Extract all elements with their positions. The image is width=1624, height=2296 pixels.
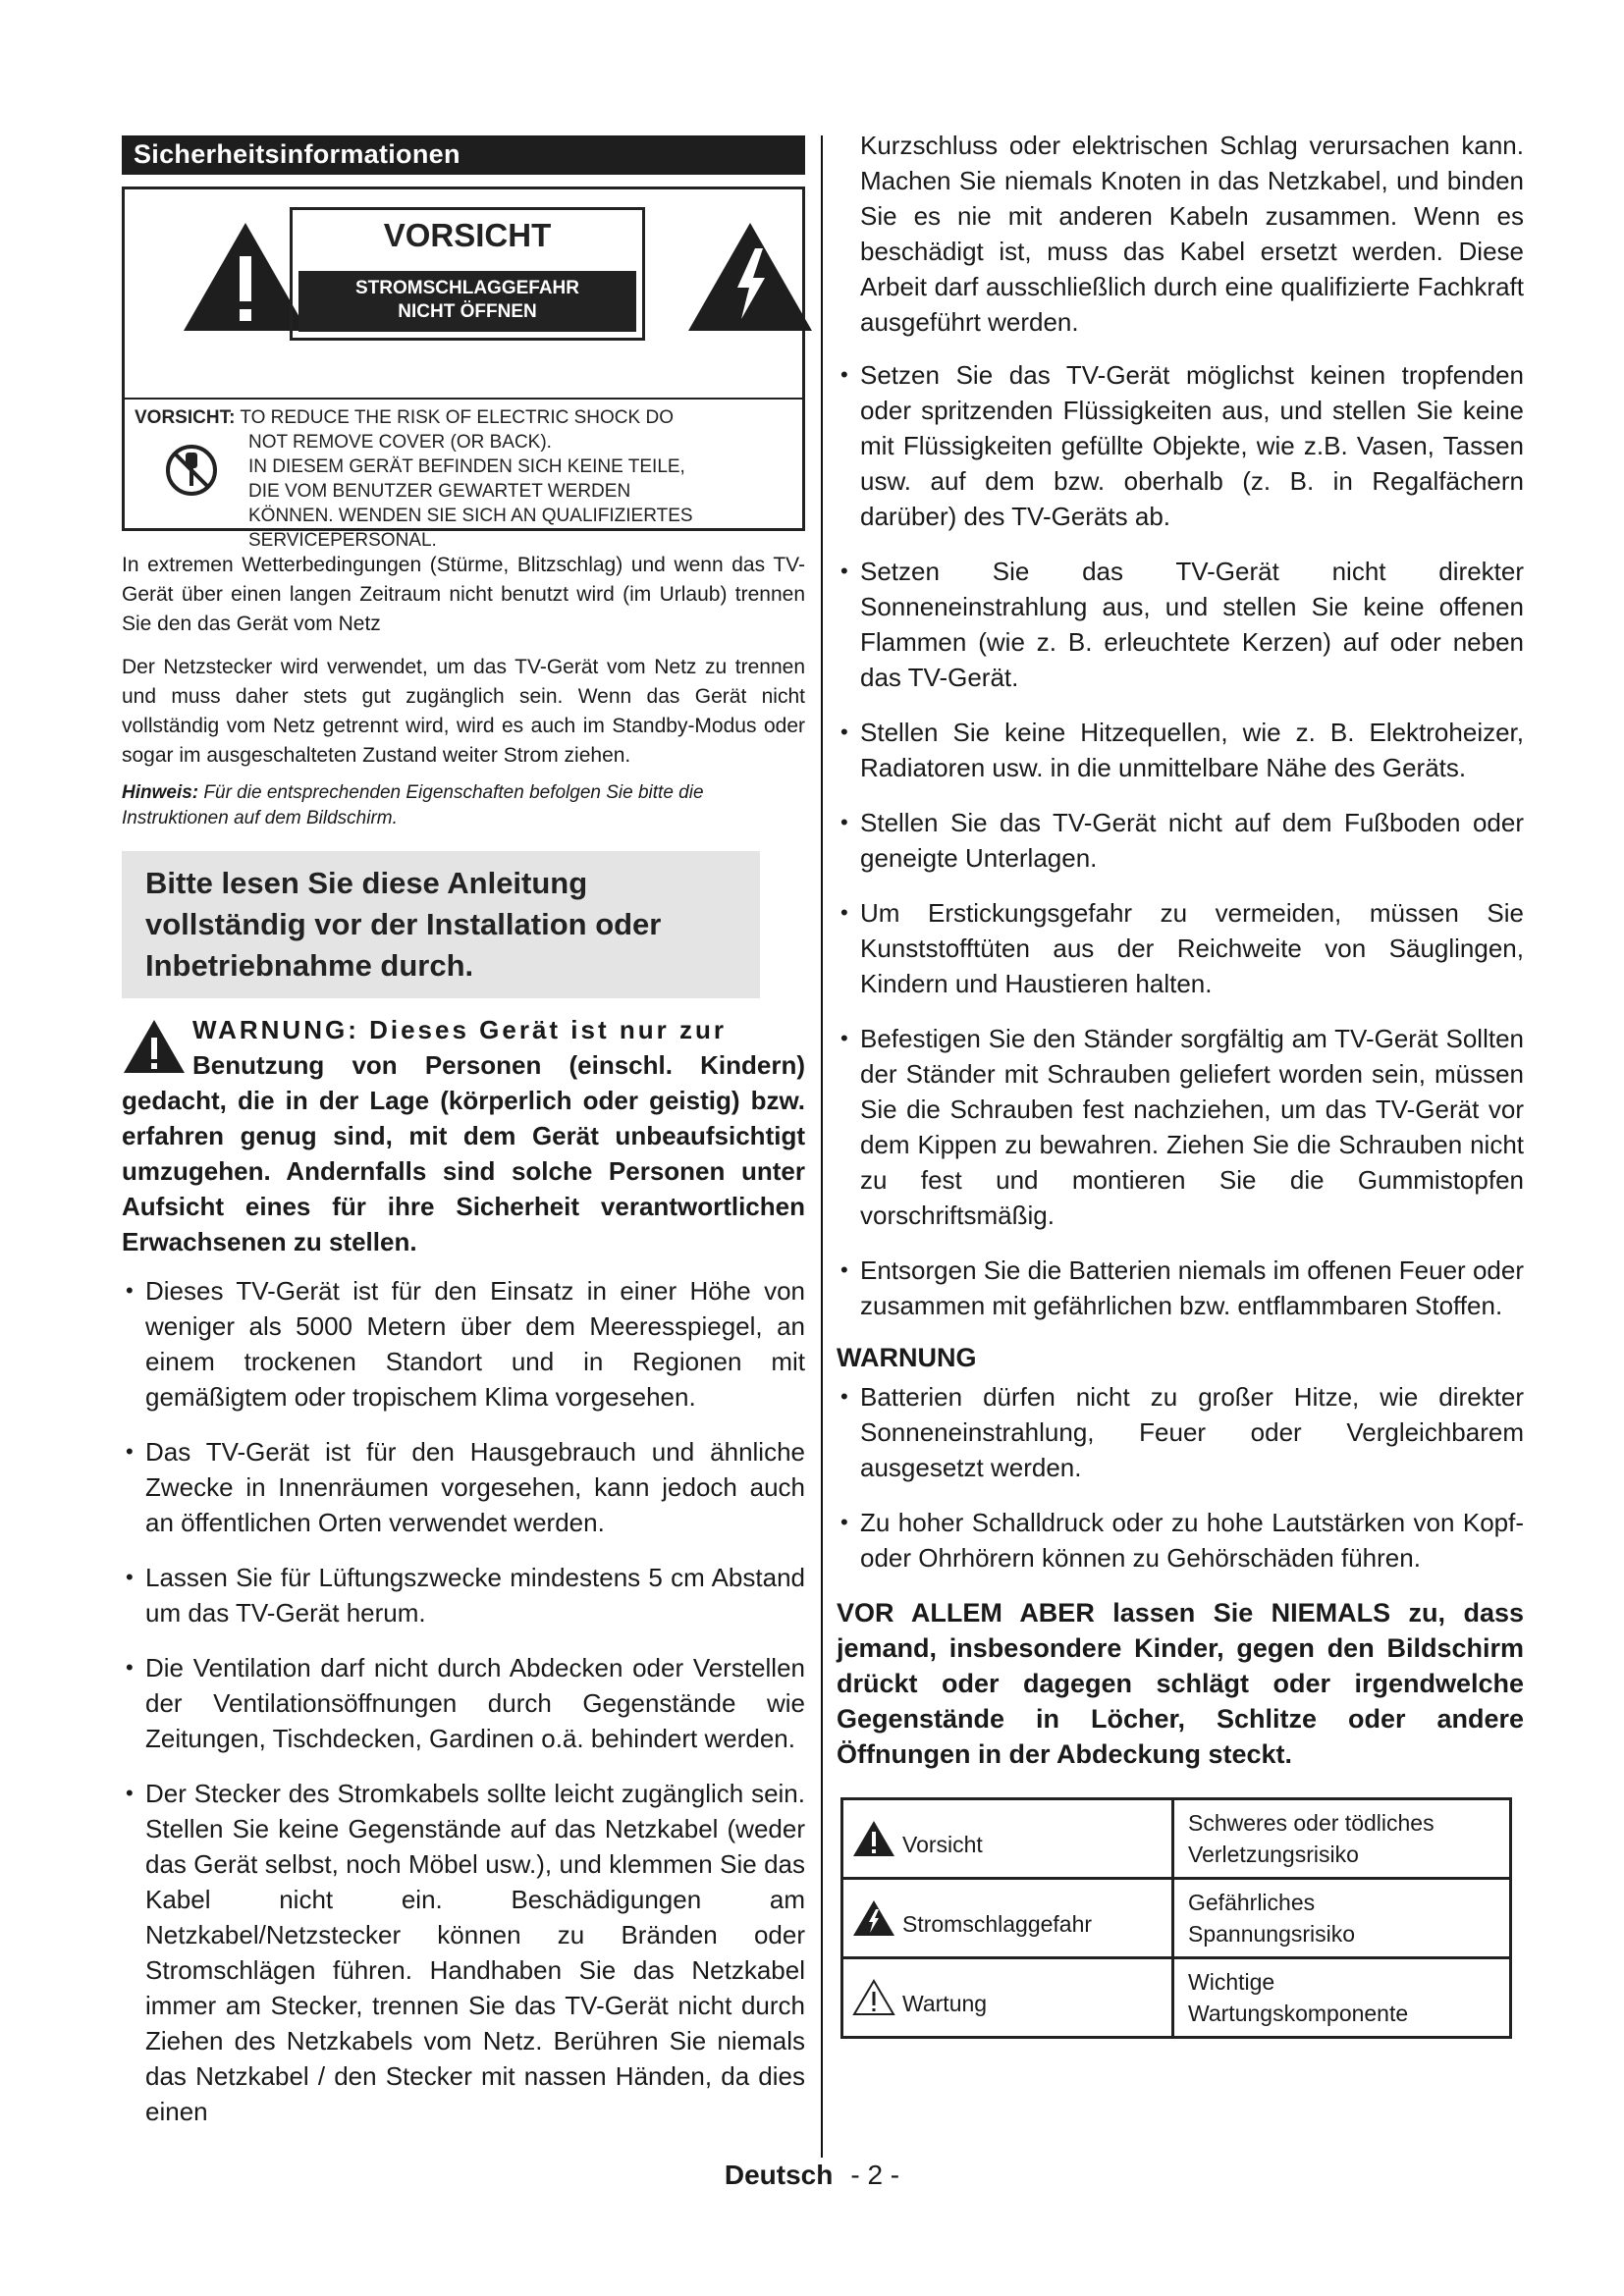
legend-label: Vorsicht xyxy=(902,1832,983,1857)
paragraph-weather: In extremen Wetterbedingungen (Stürme, Blitzschlag) und wenn das TV-Gerät über einen langen Zeitraum nicht benutzt wird (im Urlaub) trennen Sie den das Gerät vom Netz xyxy=(122,554,805,635)
final-warning: VOR ALLEM ABER lassen Sie NIEMALS zu, dass jemand, insbesondere Kinder, gegen den Bildschirm drückt oder dagegen schlägt oder irgendwelche Gegenstände in Löcher, Schlitze oder andere Öffnungen in der Abdeckung steckt. xyxy=(837,1598,1524,1769)
caution-line-4: DIE VOM BENUTZER GEWARTET WERDEN xyxy=(248,481,631,502)
symbol-legend-table xyxy=(840,1797,1512,2039)
list-item: • Entsorgen Sie die Batterien niemals im offenen Feuer oder zusammen mit gefährlichen bzw. entflammbaren Stoffen. xyxy=(837,1253,1524,1323)
table-row xyxy=(842,1799,1511,1879)
legend-desc-line: Gefährliches xyxy=(1188,1890,1316,1915)
warnung-heading: WARNUNG xyxy=(837,1343,977,1372)
outline-exclamation-triangle-icon xyxy=(851,1978,896,2017)
legend-desc-cell xyxy=(1173,1799,1511,1879)
note-text: Für die entsprechenden Eigenschaften befolgen Sie bitte die Instruktionen auf dem Bildschirm. xyxy=(122,782,704,828)
list-item: • Stellen Sie das TV-Gerät nicht auf dem Fußboden oder geneigte Unterlagen. xyxy=(837,805,1524,876)
legend-desc-cell xyxy=(1173,1879,1511,1958)
caution-line-2: NOT REMOVE COVER (OR BACK). xyxy=(248,432,552,453)
exclamation-triangle-icon xyxy=(851,1819,896,1858)
list-item: • Dieses TV-Gerät ist für den Einsatz in einer Höhe von weniger als 5000 Metern über dem Meeresspiegel, an einem trockenen Standort und in Regionen mit gemäßigtem oder tropischem Klima vorgesehen. xyxy=(122,1273,805,1415)
list-item: • Befestigen Sie den Ständer sorgfältig am TV-Gerät Sollten der Ständer mit Schrauben geliefert worden sein, müssen Sie die Schrauben fest nachziehen, um das TV-Gerät vor dem Kippen zu bewahren. Ziehen Sie die Schrauben nicht zu fest und montieren Sie die Gummistopfen vorschriftsmäßig. xyxy=(837,1021,1524,1233)
no-screwdriver-icon xyxy=(164,443,219,498)
list-item: • Die Ventilation darf nicht durch Abdecken oder Verstellen der Ventilationsöffnungen durch Gegenstände wie Zeitungen, Tischdecken, Gardinen o.ä. behindert werden. xyxy=(122,1650,805,1756)
column-divider xyxy=(821,135,823,2158)
right-column xyxy=(837,128,1524,2039)
note-paragraph xyxy=(122,780,805,831)
warnung-bullet-list xyxy=(837,1379,1524,1575)
legend-label: Stromschlaggefahr xyxy=(902,1911,1093,1937)
caution-line-1: TO REDUCE THE RISK OF ELECTRIC SHOCK DO xyxy=(235,407,674,428)
caution-text xyxy=(135,405,792,553)
left-column xyxy=(122,135,805,2149)
vorsicht-panel xyxy=(290,207,645,341)
list-item: • Setzen Sie das TV-Gerät möglichst keinen tropfenden oder spritzenden Flüssigkeiten aus, und stellen Sie keine mit Flüssigkeiten gefüllte Objekte, wie z.B. Vasen, Tassen usw. auf dem bzw. oberhalb (z. B. in Regalfächern darüber) des TV-Geräts ab. xyxy=(837,357,1524,534)
paragraph-mains-plug: Der Netzstecker wird verwendet, um das TV-Gerät vom Netz zu trennen und muss daher stets gut zugänglich sein. Wenn das Gerät nicht vollständig vom Netz getrennt wird, wird es auch im Standby-Modus oder sogar im ausgeschalteten Zustand weiter Strom ziehen. xyxy=(122,656,805,767)
list-item: • Das TV-Gerät ist für den Hausgebrauch und ähnliche Zwecke in Innenräumen vorgesehen, kann jedoch auch an öffentlichen Orten verwendet werden. xyxy=(122,1434,805,1540)
warning-triangle-icon xyxy=(122,1018,187,1075)
left-bullet-list xyxy=(122,1273,805,2129)
right-bullet-list xyxy=(837,357,1524,1323)
lightning-triangle-icon xyxy=(851,1898,896,1938)
list-item: • Der Stecker des Stromkabels sollte leicht zugänglich sein. Stellen Sie keine Gegenstände auf das Netzkabel (weder das Gerät selbst, noch Möbel usw.), und klemmen Sie das Kabel nicht ein. Beschädigungen am Netzkabel/Netzstecker können zu Bränden oder Stromschlägen führen. Handhaben Sie das Netzkabel immer am Stecker, trennen Sie das TV-Gerät nicht durch Ziehen des Netzkabels vom Netz. Berühren Sie niemals das Netzkabel / den Stecker mit nassen Händen, da dies einen xyxy=(122,1776,805,2129)
caution-line-3: IN DIESEM GERÄT BEFINDEN SICH KEINE TEILE, xyxy=(248,456,685,477)
legend-desc-line: Wartungskomponente xyxy=(1188,2001,1409,2026)
warning-line-1: WARNUNG: Dieses Gerät ist nur zur xyxy=(192,1015,727,1044)
caution-box xyxy=(122,187,805,551)
legend-desc-cell xyxy=(1173,1958,1511,2038)
table-row xyxy=(842,1958,1511,2038)
legend-desc-line: Spannungsrisiko xyxy=(1188,1921,1356,1947)
legend-label-cell xyxy=(842,1958,1173,2038)
caution-lead: VORSICHT: xyxy=(135,407,236,428)
do-not-open-label: NICHT ÖFFNEN xyxy=(398,301,537,322)
note-label: Hinweis: xyxy=(122,782,199,803)
legend-label-cell xyxy=(842,1799,1173,1879)
section-title: Sicherheitsinformationen xyxy=(122,135,805,175)
caution-first-line xyxy=(135,405,792,430)
list-item: • Zu hoher Schalldruck oder zu hohe Lautstärken von Kopf- oder Ohrhörern können zu Gehörschäden führen. xyxy=(837,1505,1524,1575)
vorsicht-title: VORSICHT xyxy=(383,217,552,253)
page-number: - 2 - xyxy=(850,2160,900,2190)
list-item: • Lassen Sie für Lüftungszwecke mindestens 5 cm Abstand um das TV-Gerät herum. xyxy=(122,1560,805,1630)
caution-header xyxy=(125,189,802,400)
warning-block xyxy=(122,1012,805,1259)
caution-line-6: SERVICEPERSONAL. xyxy=(248,530,437,551)
list-item: • Setzen Sie das TV-Gerät nicht direkter Sonneneinstrahlung aus, und stellen Sie keine offenen Flammen (wie z. B. erleuchtete Kerzen) auf oder neben das TV-Gerät. xyxy=(837,554,1524,695)
legend-desc-line: Wichtige xyxy=(1188,1969,1275,1995)
table-row xyxy=(842,1879,1511,1958)
page-footer xyxy=(0,2160,1624,2191)
read-instructions-box: Bitte lesen Sie diese Anleitung vollständig vor der Installation oder Inbetriebnahme durch. xyxy=(122,851,760,998)
lightning-triangle-icon xyxy=(684,219,816,335)
legend-desc-line: Schweres oder tödliches xyxy=(1188,1810,1435,1836)
continued-paragraph: Kurzschluss oder elektrischen Schlag verursachen kann. Machen Sie niemals Knoten in das Netzkabel, und binden Sie es nie mit anderen Kabeln zusammen. Wenn es beschädigt ist, muss das Kabel ersetzt werden. Diese Arbeit darf ausschließlich durch eine qualifizierte Fachkraft ausgeführt werden. xyxy=(860,131,1524,337)
shock-hazard-label: STROMSCHLAGGEFAHR xyxy=(355,278,579,298)
legend-desc-line: Verletzungsrisiko xyxy=(1188,1842,1359,1867)
warning-rest-wrap xyxy=(122,1050,805,1256)
footer-language: Deutsch xyxy=(724,2160,834,2190)
warning-rest xyxy=(122,1047,805,1259)
list-item: • Stellen Sie keine Hitzequellen, wie z. B. Elektroheizer, Radiatoren usw. in die unmittelbare Nähe des Geräts. xyxy=(837,715,1524,785)
list-item: • Batterien dürfen nicht zu großer Hitze, wie direkter Sonneneinstrahlung, Feuer oder Vergleichbarem ausgesetzt werden. xyxy=(837,1379,1524,1485)
warning-rest-text: Benutzung von Personen (einschl. Kindern) gedacht, die in der Lage (körperlich oder geistig) bzw. erfahren genug sind, mit dem Gerät unbeaufsichtigt umzugehen. Andernfalls sind solche Personen unter Aufsicht eines für ihre Sicherheit verantwortlichen Erwachsenen zu stellen. xyxy=(122,1050,805,1256)
list-item: • Um Erstickungsgefahr zu vermeiden, müssen Sie Kunststofftüten aus der Reichweite von Säuglingen, Kindern und Haustieren halten. xyxy=(837,895,1524,1001)
vorsicht-subtitle xyxy=(298,271,636,332)
legend-label: Wartung xyxy=(902,1991,988,2016)
caution-line-5: KÖNNEN. WENDEN SIE SICH AN QUALIFIZIERTES xyxy=(248,506,693,526)
legend-label-cell xyxy=(842,1879,1173,1958)
